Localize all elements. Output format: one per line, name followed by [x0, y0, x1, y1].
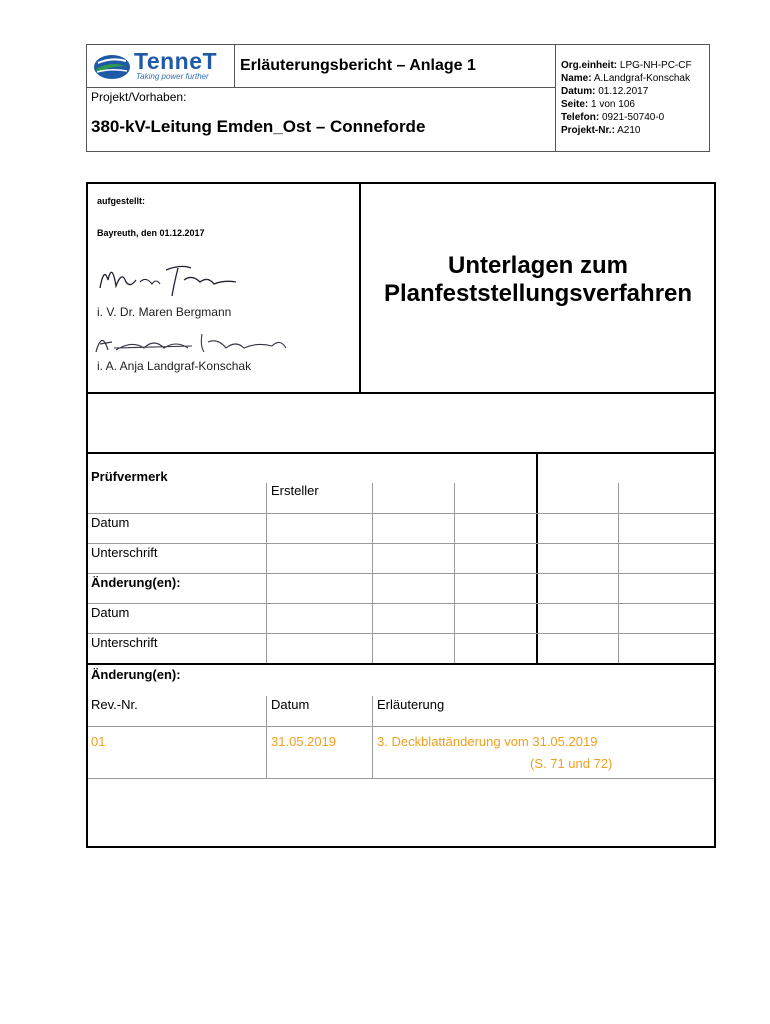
grid-line [88, 778, 714, 779]
grid-line [88, 726, 714, 727]
ersteller-label: Ersteller [271, 483, 319, 498]
revision-number: 01 [91, 734, 106, 749]
col-header-date: Datum [271, 697, 310, 712]
pruef-row-label: Änderung(en): [91, 575, 181, 590]
signatory-bergmann: i. V. Dr. Maren Bergmann [97, 305, 232, 319]
grid-line [266, 696, 267, 778]
pruef-row-label: Datum [91, 515, 130, 530]
revision-date: 31.05.2019 [271, 734, 337, 749]
revision-pages: (S. 71 und 72) [530, 756, 613, 771]
col-header-explanation: Erläuterung [377, 697, 445, 712]
pruef-row-label: Unterschrift [91, 635, 158, 650]
form-divider [359, 182, 361, 394]
meta-org: Org.einheit: LPG-NH-PC-CF [561, 60, 692, 71]
pruefvermerk-title: Prüfvermerk [91, 469, 168, 484]
meta-name: Name: A.Landgraf-Konschak [561, 73, 690, 84]
grid-line [88, 513, 714, 514]
pruef-row-label: Datum [91, 605, 130, 620]
meta-page: Seite: 1 von 106 [561, 99, 635, 110]
logo-tagline: Taking power further [136, 72, 209, 81]
grid-line [88, 573, 714, 574]
main-title-line2: Planfeststellungsverfahren [383, 280, 693, 307]
tennet-logo [92, 50, 230, 84]
form-border-bottom [86, 846, 716, 848]
form-divider [86, 663, 716, 665]
logo-wordmark: TenneT [134, 48, 218, 74]
revision-explanation: 3. Deckblattänderung vom 31.05.2019 [377, 734, 598, 749]
signature-bergmann [96, 258, 246, 302]
meta-date: Datum: 01.12.2017 [561, 86, 649, 97]
approval-label: aufgestellt: [97, 196, 146, 206]
signature-landgraf [92, 326, 292, 362]
pruef-row-label: Unterschrift [91, 545, 158, 560]
main-title-line1: Unterlagen zum [447, 252, 629, 279]
col-header-rev: Rev.-Nr. [91, 697, 138, 712]
grid-line [88, 543, 714, 544]
meta-phone: Telefon: 0921-50740-0 [561, 112, 665, 123]
grid-line [88, 633, 714, 634]
grid-line [372, 696, 373, 778]
document-title: Erläuterungsbericht – Anlage 1 [240, 57, 476, 74]
header-meta [561, 59, 692, 137]
project-label: Projekt/Vorhaben: [91, 90, 187, 104]
form-divider [86, 452, 716, 454]
aenderungen-title: Änderung(en): [91, 667, 181, 682]
header-divider [234, 44, 235, 87]
form-border-top [86, 182, 716, 184]
meta-project-no: Projekt-Nr.: A210 [561, 125, 641, 136]
project-name: 380-kV-Leitung Emden_Ost – Conneforde [91, 117, 426, 136]
form-border-left [86, 182, 88, 848]
signatory-landgraf: i. A. Anja Landgraf-Konschak [97, 359, 252, 373]
approval-place-date: Bayreuth, den 01.12.2017 [97, 228, 205, 238]
header-divider [555, 44, 556, 152]
form-divider [86, 392, 716, 394]
form-border-right [714, 182, 716, 848]
grid-line [88, 603, 714, 604]
header-divider [86, 87, 555, 88]
